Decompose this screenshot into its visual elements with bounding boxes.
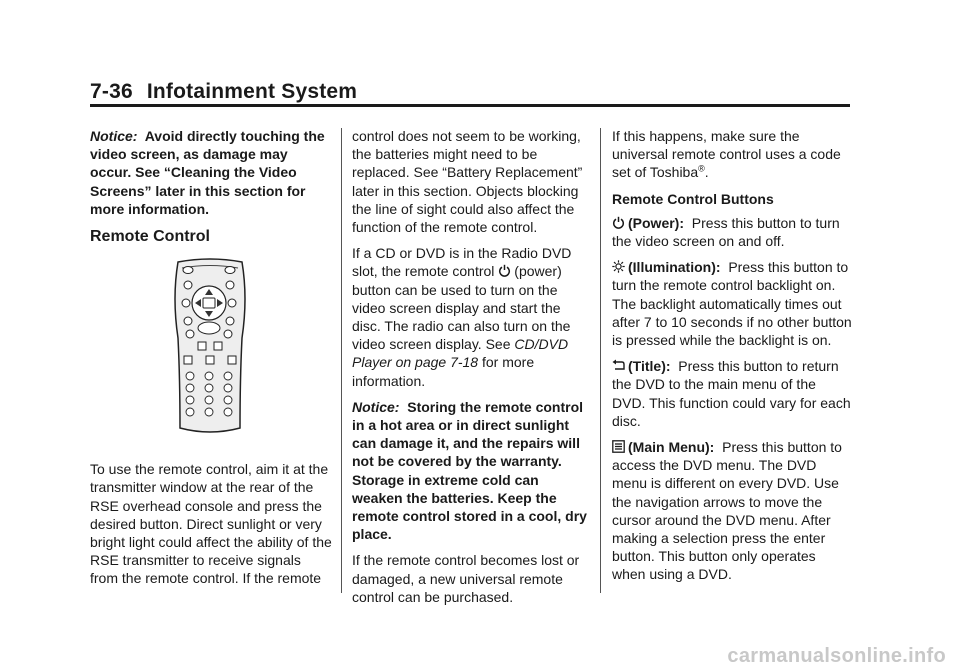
main-menu-icon [612,440,625,453]
notice-paragraph-1 [90,127,332,218]
power-icon-2 [612,216,625,229]
toshiba-period: . [704,164,709,181]
buttons-title: Remote Control Buttons [612,190,774,207]
notice-text-2: Storing the remote control in a hot area or in direct sunlight can damage it, and the repairs will not be covered by the warranty. Storage in extreme cold can weaken the batteries. Keep the remote control stored in a cool, dry place. [352,398,587,543]
page-number: 7-36 [90,80,133,103]
watermark: carmanualsonline.info [727,645,946,667]
title-label: (Title): [628,358,671,375]
column-divider-1 [341,128,342,593]
remote-control-paragraph-2: control does not seem to be working, the batteries might need to be replaced. See “Battery Replacement” later in this section. Objects blocking the line of sight could also affect the function of the remote control. [352,128,583,236]
page-header [90,80,850,104]
toshiba-paragraph [612,127,852,182]
illumination-text: Press this button to turn the remote control backlight on. The backlight automatically times out after 7 to 10 seconds if no other button is pressed while the backlight is on. [612,259,852,349]
column-2 [352,127,590,614]
remote-control-illustration [90,258,330,446]
registered-mark: ® [698,163,705,174]
remote-control-icon [170,258,250,438]
illumination-button-description [612,258,852,349]
column-3 [612,127,852,592]
toshiba-text: If this happens, make sure the universal remote control uses a code set of Toshiba [612,128,841,181]
header-rule [90,104,850,107]
power-text: Press this button to turn the video screen on and off. [612,214,840,250]
notice-label: Notice: [90,128,138,144]
title-text: Press this button to return the DVD to the main menu of the DVD. This function could vary for each disc. [612,358,851,429]
cd-dvd-player-link[interactable]: CD/DVD Player on page 7-18 [352,336,569,371]
remote-control-paragraph-3 [352,244,590,390]
column-1 [90,127,332,596]
remote-control-paragraph-4: If the remote control becomes lost or damaged, a new universal remote control can be purchased. [352,552,580,605]
section-title-remote-control: Remote Control [90,228,210,246]
power-label: (Power): [628,214,684,231]
notice-text: Avoid directly touching the video screen, as damage may occur. See “Cleaning the Video Screens” later in this section for more information. [90,128,325,217]
illumination-icon [612,260,625,273]
title-button-description [612,357,852,430]
paragraph-3-part-c: for more information. [352,354,535,389]
power-icon [498,264,511,277]
chapter-title: Infotainment System [146,80,358,103]
paragraph-3-part-b: (power) button can be used to turn on the video screen display and start the disc. The radio can also turn on the video screen display. See [352,263,571,353]
remote-control-paragraph-1: To use the remote control, aim it at the transmitter window at the rear of the RSE overhead console and press the desired button. Direct sunlight or very bright light could affect the ability of the RSE transmitter to receive signals from the remote control. If the remote [90,461,332,587]
power-button-description [612,214,852,250]
paragraph-3-part-a: If a CD or DVD is in the Radio DVD slot, the remote control [352,245,572,280]
notice-label-2: Notice: [352,398,400,415]
title-return-icon [612,359,625,372]
column-divider-2 [600,128,601,593]
main-menu-label: (Main Menu): [628,439,715,456]
main-menu-button-description [612,438,852,584]
main-menu-text: Press this button to access the DVD menu. The DVD menu is different on every DVD. Use the navigation arrows to move the cursor around the DVD menu. After making a selection press the enter button. This button only operates when using a DVD. [612,439,842,583]
illumination-label: (Illumination): [628,259,721,276]
notice-paragraph-2 [352,398,590,544]
